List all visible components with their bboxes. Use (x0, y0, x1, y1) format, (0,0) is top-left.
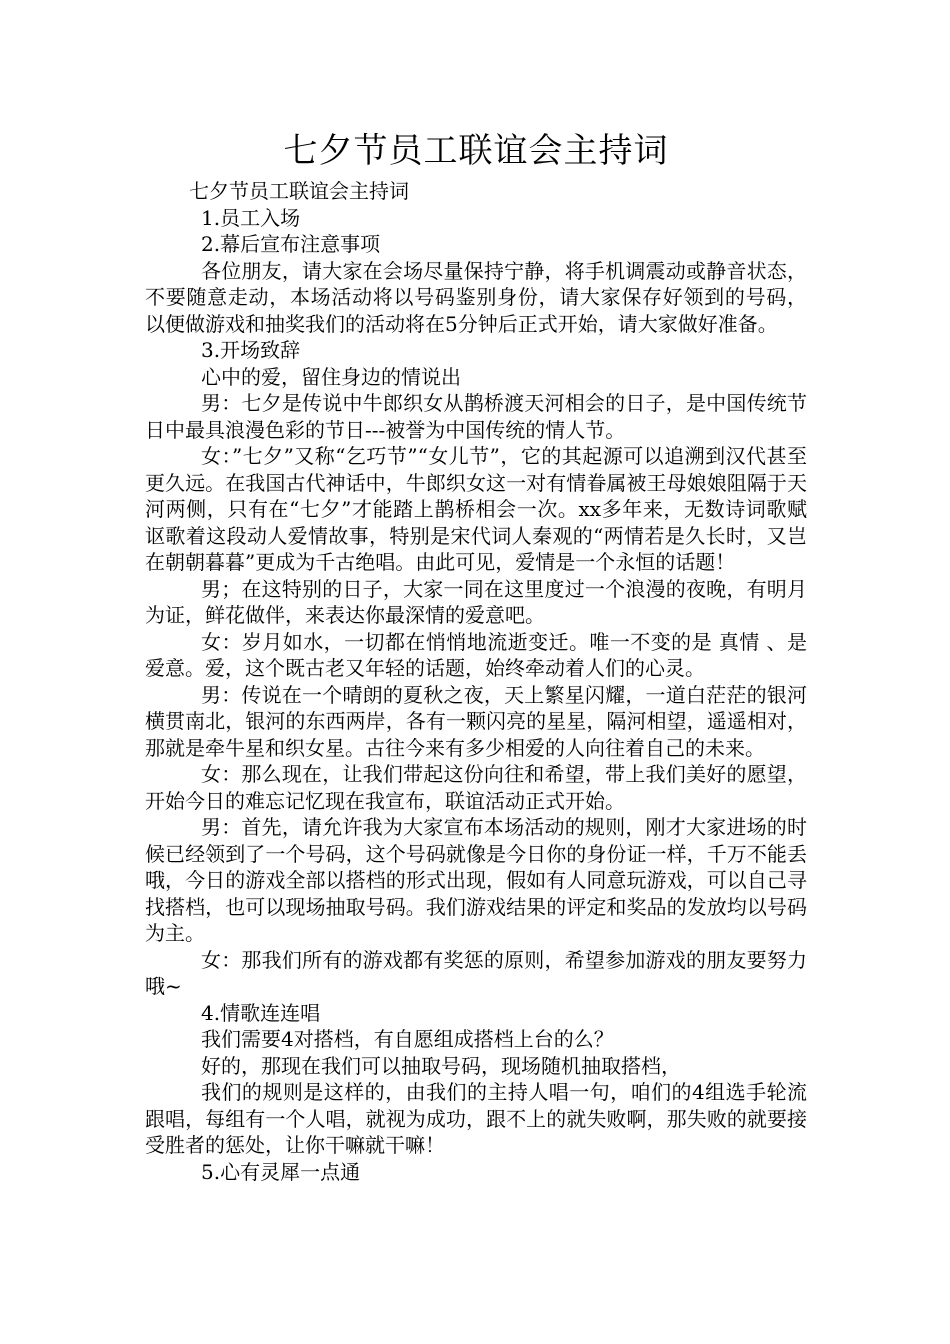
paragraph-12: 男：首先，请允许我为大家宣布本场活动的规则，刚才大家进场的时候已经领到了一个号码，这个号码就像是今日你的身份证一样，千万不能丢哦，今日的游戏全部以搭档的形式出现，假如有人同意玩游戏，可以自己寻找搭档，也可以现场抽取号码。我们游戏结果的评定和奖品的发放均以号码为主。 (145, 815, 807, 945)
paragraph-13: 女：那我们所有的游戏都有奖惩的原则，希望参加游戏的朋友要努力哦~ (145, 947, 807, 998)
paragraph-9: 女：岁月如水，一切都在悄悄地流逝变迁。唯一不变的是 真情 、是爱意。爱，这个既古老又年轻的话题，始终牵动着人们的心灵。 (145, 629, 807, 680)
paragraph-4: 3.开场致辞 (201, 338, 301, 362)
paragraph-10: 男：传说在一个晴朗的夏秋之夜，天上繁星闪耀，一道白茫茫的银河横贯南北，银河的东西两岸，各有一颗闪亮的星星，隔河相望，遥遥相对，那就是牵牛星和织女星。古往今来有多少相爱的人向往着自己的未来。 (145, 682, 807, 760)
document-page (145, 128, 807, 1185)
paragraph-18: 5.心有灵犀一点通 (201, 1159, 361, 1184)
paragraph-3: 各位朋友，请大家在会场尽量保持宁静，将手机调震动或静音状态，不要随意走动，本场活动将以号码鉴别身份，请大家保存好领到的号码， 以便做游戏和抽奖我们的活动将在5分钟后正式开始，请大家做好准备。 (145, 258, 807, 336)
paragraph-1: 1.员工入场 (201, 205, 301, 230)
paragraph-7: 女：”七夕”又称“乞巧节”“女儿节”，它的其起源可以追溯到汉代甚至更久远。在我国古代神话中，牛郎织女这一对有情眷属被王母娘娘阻隔于天河两侧，只有在“七夕”才能踏上鹊桥相会一次。xx多年来，无数诗词歌赋讴歌着这段动人爱情故事，特别是宋代词人秦观的“两情若是久长时，又岂在朝朝暮暮”更成为千古绝唱。由此可见，爱情是一个永恒的话题！ (145, 444, 807, 574)
paragraph-2: 2.幕后宣布注意事项 (201, 232, 381, 256)
paragraph-14: 4.情歌连连唱 (201, 1000, 321, 1025)
paragraph-11: 女：那么现在，让我们带起这份向往和希望，带上我们美好的愿望，开始今日的难忘记忆现在我宣布，联谊活动正式开始。 (145, 762, 807, 813)
paragraph-15: 我们需要4对搭档，有自愿组成搭档上台的么？ (201, 1027, 614, 1051)
document-subtitle: 七夕节员工联谊会主持词 (189, 179, 409, 203)
paragraph-5: 心中的爱，留住身边的情说出 (201, 364, 461, 389)
paragraph-6: 男：七夕是传说中牛郎织女从鹊桥渡天河相会的日子，是中国传统节日中最具浪漫色彩的节日---被誉为中国传统的情人节。 (145, 391, 807, 442)
paragraph-8: 男；在这特别的日子，大家一同在这里度过一个浪漫的夜晚，有明月为证，鲜花做伴，来表达你最深情的爱意吧。 (145, 576, 807, 627)
paragraph-16: 好的，那现在我们可以抽取号码，现场随机抽取搭档， (201, 1053, 681, 1078)
page-title: 七夕节员工联谊会主持词 (283, 131, 669, 171)
paragraph-17: 我们的规则是这样的，由我们的主持人唱一句，咱们的4组选手轮流跟唱，每组有一个人唱，就视为成功，跟不上的就失败啊，那失败的就要接受胜者的惩处，让你干嘛就干嘛！ (145, 1080, 807, 1157)
